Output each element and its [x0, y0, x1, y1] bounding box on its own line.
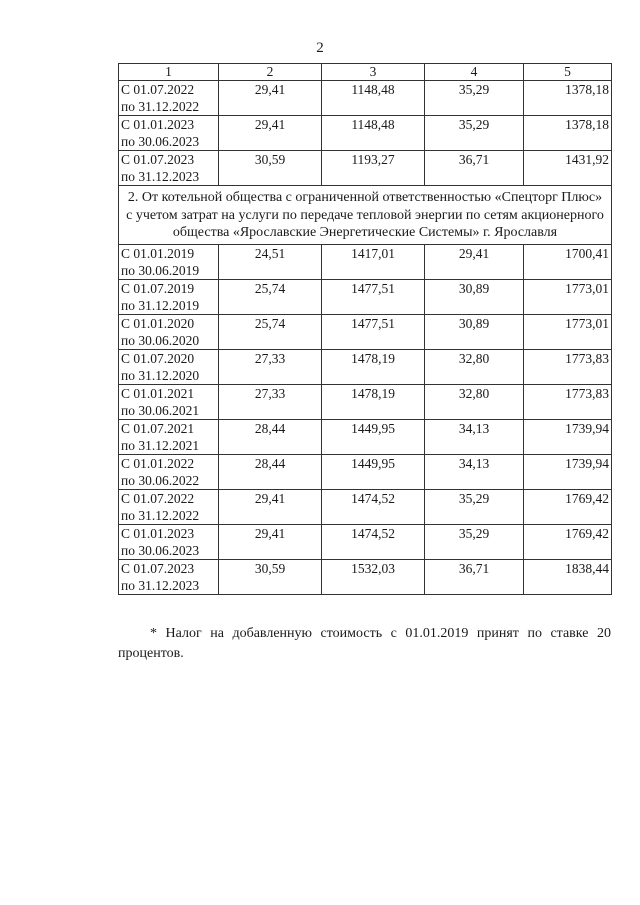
period-from: С 01.01.2022 — [121, 455, 195, 471]
value-cell-c2: 30,59 — [219, 151, 322, 186]
value-cell-c5: 1773,01 — [524, 279, 612, 314]
period-cell — [119, 244, 219, 279]
period-from: С 01.07.2022 — [121, 490, 195, 506]
period-to: по 31.12.2020 — [121, 367, 200, 383]
period-from: С 01.01.2021 — [121, 385, 195, 401]
value-cell-c4: 29,41 — [425, 244, 524, 279]
value-cell-c2: 29,41 — [219, 116, 322, 151]
value-cell-c4: 35,29 — [425, 81, 524, 116]
period-cell — [119, 81, 219, 116]
value-cell-c2: 30,59 — [219, 559, 322, 594]
value-cell-c4: 34,13 — [425, 454, 524, 489]
section-heading-row — [119, 186, 612, 245]
value-cell-c2: 24,51 — [219, 244, 322, 279]
value-cell-c4: 30,89 — [425, 279, 524, 314]
value-cell-c3: 1417,01 — [322, 244, 425, 279]
period-to: по 31.12.2023 — [121, 169, 200, 184]
period-from: С 01.07.2019 — [121, 280, 195, 296]
table-row — [119, 81, 612, 116]
value-cell-c3: 1474,52 — [322, 489, 425, 524]
value-cell-c2: 28,44 — [219, 419, 322, 454]
period-to: по 31.12.2023 — [121, 577, 200, 593]
period-to: по 30.06.2023 — [121, 542, 200, 558]
value-cell-c2: 25,74 — [219, 279, 322, 314]
value-cell-c2: 25,74 — [219, 314, 322, 349]
value-cell-c3: 1477,51 — [322, 314, 425, 349]
value-cell-c4: 35,29 — [425, 524, 524, 559]
table-row — [119, 524, 612, 559]
tariff-table — [118, 63, 612, 595]
period-from: С 01.07.2022 — [121, 82, 195, 97]
header-col-2: 2 — [219, 64, 322, 81]
value-cell-c5: 1431,92 — [524, 151, 612, 186]
value-cell-c4: 32,80 — [425, 384, 524, 419]
period-to: по 30.06.2020 — [121, 332, 200, 348]
period-to: по 30.06.2022 — [121, 472, 200, 488]
value-cell-c5: 1700,41 — [524, 244, 612, 279]
value-cell-c4: 32,80 — [425, 349, 524, 384]
period-to: по 31.12.2021 — [121, 437, 200, 453]
period-to: по 31.12.2022 — [121, 99, 200, 114]
period-from: С 01.01.2023 — [121, 117, 195, 132]
header-col-3: 3 — [322, 64, 425, 81]
value-cell-c5: 1769,42 — [524, 489, 612, 524]
period-cell — [119, 349, 219, 384]
value-cell-c3: 1193,27 — [322, 151, 425, 186]
period-to: по 30.06.2023 — [121, 134, 200, 149]
period-to: по 31.12.2019 — [121, 297, 200, 313]
value-cell-c3: 1477,51 — [322, 279, 425, 314]
value-cell-c5: 1739,94 — [524, 419, 612, 454]
value-cell-c4: 35,29 — [425, 116, 524, 151]
period-cell — [119, 524, 219, 559]
table-row — [119, 244, 612, 279]
table-row — [119, 559, 612, 594]
value-cell-c5: 1769,42 — [524, 524, 612, 559]
period-to: по 30.06.2019 — [121, 262, 200, 278]
value-cell-c2: 27,33 — [219, 384, 322, 419]
period-from: С 01.01.2023 — [121, 525, 195, 541]
table-row — [119, 314, 612, 349]
period-cell — [119, 314, 219, 349]
value-cell-c2: 27,33 — [219, 349, 322, 384]
period-cell — [119, 489, 219, 524]
value-cell-c5: 1378,18 — [524, 81, 612, 116]
value-cell-c3: 1478,19 — [322, 384, 425, 419]
table-row — [119, 454, 612, 489]
section-heading: 2. От котельной общества с ограниченной ответственностью «Спецторг Плюс» с учетом затрат на услуги по передаче тепловой энергии по сетям акционерного общества «Ярославские Энергетические Системы» г. Ярославля — [119, 186, 612, 245]
value-cell-c4: 35,29 — [425, 489, 524, 524]
value-cell-c5: 1773,83 — [524, 349, 612, 384]
table-row — [119, 116, 612, 151]
table-row — [119, 384, 612, 419]
period-from: С 01.07.2021 — [121, 420, 195, 436]
value-cell-c4: 36,71 — [425, 151, 524, 186]
value-cell-c3: 1148,48 — [322, 81, 425, 116]
table-row — [119, 489, 612, 524]
period-from: С 01.07.2023 — [121, 152, 195, 167]
value-cell-c5: 1773,01 — [524, 314, 612, 349]
period-to: по 31.12.2022 — [121, 507, 200, 523]
value-cell-c3: 1449,95 — [322, 419, 425, 454]
value-cell-c3: 1478,19 — [322, 349, 425, 384]
period-from: С 01.07.2023 — [121, 560, 195, 576]
value-cell-c4: 36,71 — [425, 559, 524, 594]
header-col-4: 4 — [425, 64, 524, 81]
value-cell-c5: 1739,94 — [524, 454, 612, 489]
table-row — [119, 419, 612, 454]
value-cell-c3: 1449,95 — [322, 454, 425, 489]
period-from: С 01.01.2019 — [121, 245, 195, 261]
period-cell — [119, 454, 219, 489]
header-col-5: 5 — [524, 64, 612, 81]
period-to: по 30.06.2021 — [121, 402, 200, 418]
period-cell — [119, 151, 219, 186]
value-cell-c2: 29,41 — [219, 489, 322, 524]
value-cell-c5: 1838,44 — [524, 559, 612, 594]
value-cell-c3: 1148,48 — [322, 116, 425, 151]
period-cell — [119, 116, 219, 151]
period-from: С 01.07.2020 — [121, 350, 195, 366]
table-row — [119, 151, 612, 186]
value-cell-c2: 28,44 — [219, 454, 322, 489]
value-cell-c2: 29,41 — [219, 81, 322, 116]
value-cell-c4: 34,13 — [425, 419, 524, 454]
period-cell — [119, 384, 219, 419]
value-cell-c2: 29,41 — [219, 524, 322, 559]
period-from: С 01.01.2020 — [121, 315, 195, 331]
page-number: 2 — [316, 40, 324, 56]
header-col-1: 1 — [119, 64, 219, 81]
value-cell-c3: 1474,52 — [322, 524, 425, 559]
table-row — [119, 349, 612, 384]
footnote: * Налог на добавленную стоимость с 01.01.2019 принят по ставке 20 процентов. — [118, 626, 611, 661]
value-cell-c5: 1773,83 — [524, 384, 612, 419]
period-cell — [119, 419, 219, 454]
table-header-row — [119, 64, 612, 81]
table-row — [119, 279, 612, 314]
value-cell-c4: 30,89 — [425, 314, 524, 349]
value-cell-c5: 1378,18 — [524, 116, 612, 151]
value-cell-c3: 1532,03 — [322, 559, 425, 594]
period-cell — [119, 279, 219, 314]
period-cell — [119, 559, 219, 594]
